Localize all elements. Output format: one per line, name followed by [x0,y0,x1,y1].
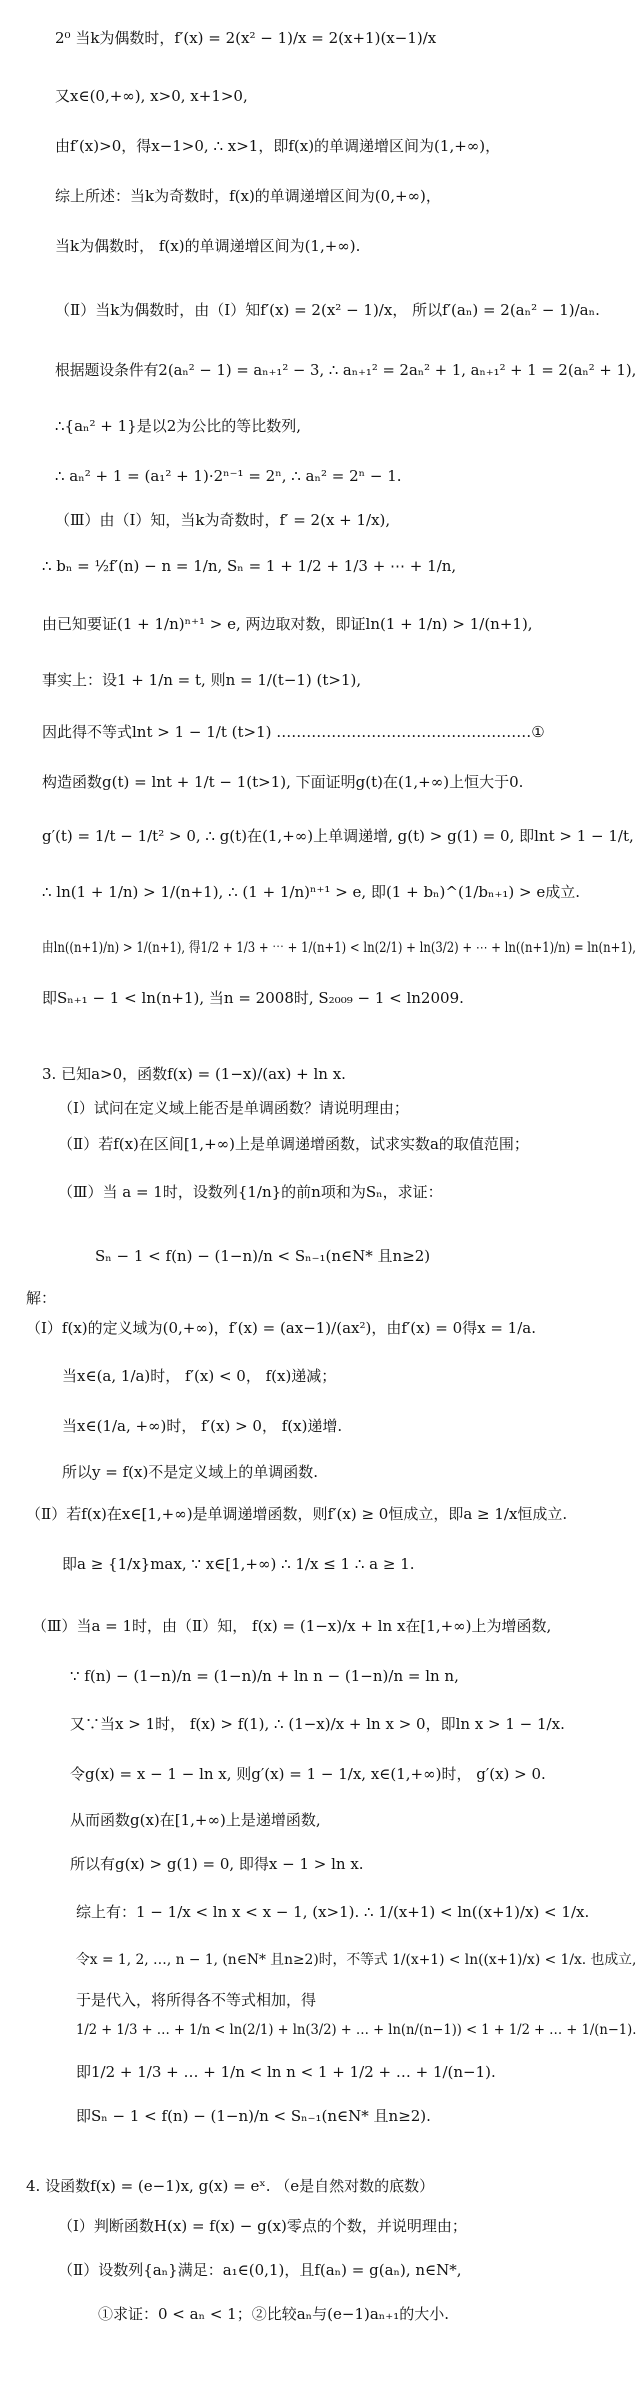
text-line: （Ⅲ）当a = 1时，由（Ⅱ）知， f(x) = (1−x)/x + ln x在[1,+∞)上为增函数, [32,1617,552,1635]
text-line: （Ⅲ）当 a = 1时，设数列{1/n}的前n项和为Sₙ，求证： [58,1183,443,1201]
text-line: 令x = 1, 2, …, n − 1, (n∈N* 且n≥2)时，不等式 1/(x+1) < ln((x+1)/x) < 1/x. 也成立, [76,1952,637,1968]
text-line: 事实上：设1 + 1/n = t, 则n = 1/(t−1) (t>1), [42,671,362,689]
text-line: 由已知要证(1 + 1/n)ⁿ⁺¹ > e, 两边取对数，即证ln(1 + 1/n) > 1/(n+1), [42,615,533,633]
text-line: 从而函数g(x)在[1,+∞)上是递增函数, [70,1811,321,1829]
text-line: 所以有g(x) > g(1) = 0, 即得x − 1 > ln x. [70,1855,364,1873]
text-line: ①求证：0 < aₙ < 1；②比较aₙ与(e−1)aₙ₊₁的大小. [98,2305,449,2323]
problem-3-heading: 3. 已知a>0，函数f(x) = (1−x)/(ax) + ln x. [42,1065,346,1083]
text-line: （Ⅲ）由（Ⅰ）知，当k为奇数时，f′ = 2(x + 1/x), [55,511,391,529]
text-line: 所以y = f(x)不是定义域上的单调函数. [62,1463,319,1481]
text-line: 综上有：1 − 1/x < ln x < x − 1, (x>1). ∴ 1/(x+1) < ln((x+1)/x) < 1/x. [76,1903,590,1921]
text-line: 又∵当x > 1时， f(x) > f(1), ∴ (1−x)/x + ln x > 0，即ln x > 1 − 1/x. [70,1715,565,1733]
text-line: （Ⅰ）试问在定义域上能否是单调函数？请说明理由； [58,1099,409,1117]
text-line: （Ⅱ）若f(x)在x∈[1,+∞)是单调递增函数，则f′(x) ≥ 0恒成立，即a ≥ 1/x恒成立. [26,1505,568,1523]
text-line: （Ⅱ）当k为偶数时，由（Ⅰ）知f′(x) = 2(x² − 1)/x， 所以f′(aₙ) = 2(aₙ² − 1)/aₙ. [55,301,600,319]
text-line: g′(t) = 1/t − 1/t² > 0, ∴ g(t)在(1,+∞)上单调递增, g(t) > g(1) = 0, 即lnt > 1 − 1/t, [42,827,634,845]
text-line: 1/2 + 1/3 + … + 1/n < ln(2/1) + ln(3/2) + … + ln(n/(n−1)) < 1 + 1/2 + … + 1/(n−1). [76,2022,637,2038]
text-line: （Ⅰ）f(x)的定义域为(0,+∞)，f′(x) = (ax−1)/(ax²)，由f′(x) = 0得x = 1/a. [26,1319,536,1337]
text-line: 当k为偶数时， f(x)的单调递增区间为(1,+∞). [55,237,361,255]
text-line: （Ⅱ）若f(x)在区间[1,+∞)上是单调递增函数，试求实数a的取值范围； [58,1135,529,1153]
text-line: 即a ≥ {1/x}max, ∵ x∈[1,+∞) ∴ 1/x ≤ 1 ∴ a ≥ 1. [62,1555,415,1573]
text-line: 即Sₙ₊₁ − 1 < ln(n+1), 当n = 2008时, S₂₀₀₉ − 1 < ln2009. [42,989,464,1007]
text-line: ∵ f(n) − (1−n)/n = (1−n)/n + ln n − (1−n)/n = ln n, [70,1667,459,1685]
text-line: ∴ bₙ = ½f′(n) − n = 1/n, Sₙ = 1 + 1/2 + 1/3 + ⋯ + 1/n, [42,557,457,575]
text-line: 于是代入，将所得各不等式相加，得 [76,1991,317,2009]
text-line: （Ⅱ）设数列{aₙ}满足：a₁∈(0,1)，且f(aₙ) = g(aₙ), n∈N*, [58,2261,462,2279]
text-line: 由ln((n+1)/n) > 1/(n+1), 得1/2 + 1/3 + ⋯ + 1/(n+1) < ln(2/1) + ln(3/2) + ⋯ + ln((n+1)/n) = ln(n+1), [42,940,636,956]
text-line: 由f′(x)>0，得x−1>0, ∴ x>1，即f(x)的单调递增区间为(1,+∞)， [55,137,501,155]
text-line: ∴{aₙ² + 1}是以2为公比的等比数列, [55,417,302,435]
text-line: 综上所述：当k为奇数时，f(x)的单调递增区间为(0,+∞)， [55,187,441,205]
text-line: 当x∈(1/a, +∞)时， f′(x) > 0， f(x)递增. [62,1417,343,1435]
text-line: 当x∈(a, 1/a)时， f′(x) < 0， f(x)递减； [62,1367,337,1385]
text-line: 根据题设条件有2(aₙ² − 1) = aₙ₊₁² − 3, ∴ aₙ₊₁² = 2aₙ² + 1, aₙ₊₁² + 1 = 2(aₙ² + 1), [55,361,637,379]
text-line: 即Sₙ − 1 < f(n) − (1−n)/n < Sₙ₋₁(n∈N* 且n≥2). [76,2107,431,2125]
text-line: 又x∈(0,+∞), x>0, x+1>0, [55,87,248,105]
text-line: 即1/2 + 1/3 + … + 1/n < ln n < 1 + 1/2 + … + 1/(n−1). [76,2063,496,2081]
text-line: 因此得不等式lnt > 1 − 1/t (t>1) ……………………………………………① [42,723,545,741]
text-line: 2⁰ 当k为偶数时，f′(x) = 2(x² − 1)/x = 2(x+1)(x−1)/x [55,29,437,47]
text-line: 令g(x) = x − 1 − ln x, 则g′(x) = 1 − 1/x, x∈(1,+∞)时， g′(x) > 0. [70,1765,546,1783]
text-line: ∴ aₙ² + 1 = (a₁² + 1)·2ⁿ⁻¹ = 2ⁿ, ∴ aₙ² = 2ⁿ − 1. [55,467,402,485]
text-line: 构造函数g(t) = lnt + 1/t − 1(t>1), 下面证明g(t)在(1,+∞)上恒大于0. [42,773,524,791]
solution-label: 解： [26,1289,57,1307]
problem-4-heading: 4. 设函数f(x) = (e−1)x, g(x) = eˣ. （e是自然对数的底数） [26,2177,435,2195]
text-line: （Ⅰ）判断函数H(x) = f(x) − g(x)零点的个数，并说明理由； [58,2217,467,2235]
text-line: ∴ ln(1 + 1/n) > 1/(n+1), ∴ (1 + 1/n)ⁿ⁺¹ > e, 即(1 + bₙ)^(1/bₙ₊₁) > e成立. [42,883,581,901]
text-line: Sₙ − 1 < f(n) − (1−n)/n < Sₙ₋₁(n∈N* 且n≥2) [95,1247,431,1265]
